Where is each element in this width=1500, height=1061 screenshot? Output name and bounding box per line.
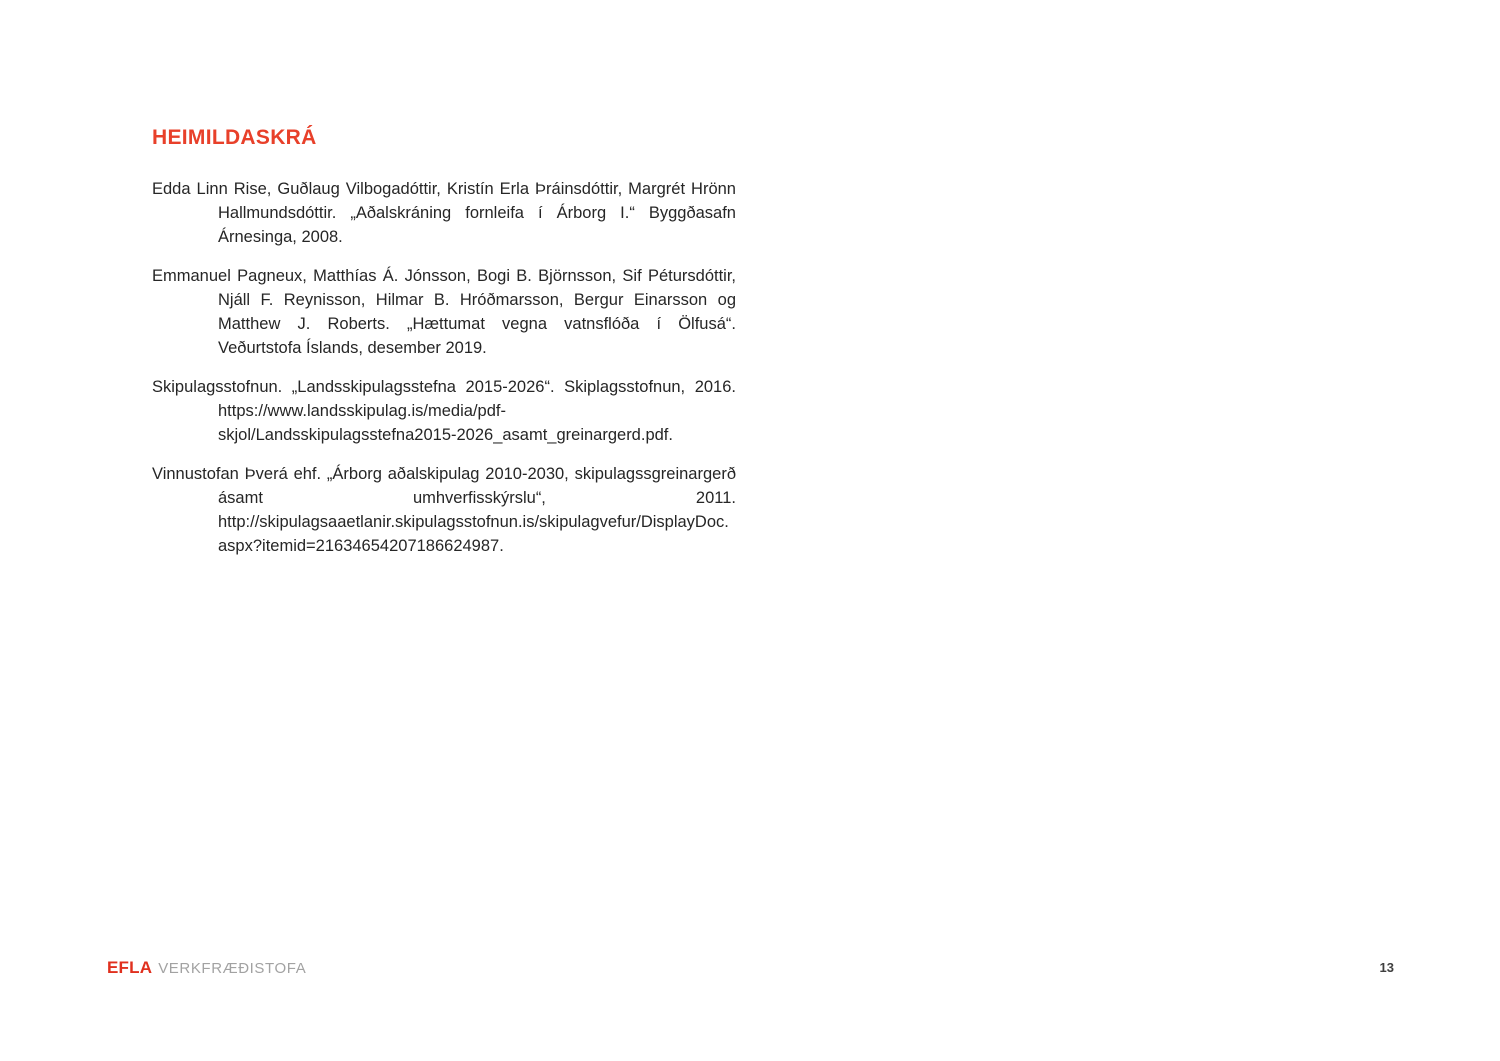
page-number: 13: [1379, 960, 1394, 975]
efla-logo-subtext: VERKFRÆÐISTOFA: [158, 960, 307, 977]
references-section: [152, 126, 736, 573]
efla-logo-text: EFLA: [107, 958, 153, 977]
page-title: HEIMILDASKRÁ: [152, 126, 317, 149]
reference-entry: Skipulagsstofnun. „Landsskipulagsstefna 2015-2026“. Skiplagsstofnun, 2016. https://www.landsskipulag.is/media/pdf-skjol/Landsskipulagsstefna2015-2026_asamt_greinargerd.pdf.: [152, 378, 736, 444]
reference-entry: Edda Linn Rise, Guðlaug Vilbogadóttir, Kristín Erla Þráinsdóttir, Margrét Hrönn Hallmundsdóttir. „Aðalskráning fornleifa í Árborg I.“ Byggðasafn Árnesinga, 2008.: [152, 180, 736, 246]
reference-entry: Vinnustofan Þverá ehf. „Árborg aðalskipulag 2010-2030, skipulagssgreinargerð ásamt umhverfisskýrslu“, 2011. http://skipulagsaaetlanir.skipulagsstofnun.is/skipulagvefur/DisplayDoc.aspx?itemid=21634654207186624987.: [152, 465, 736, 555]
reference-entry: Emmanuel Pagneux, Matthías Á. Jónsson, Bogi B. Björnsson, Sif Pétursdóttir, Njáll F. Reynisson, Hilmar B. Hróðmarsson, Bergur Einarsson og Matthew J. Roberts. „Hættumat vegna vatnsflóða í Ölfusá“. Veðurtstofa Íslands, desember 2019.: [152, 267, 736, 357]
efla-logo: [107, 958, 306, 978]
